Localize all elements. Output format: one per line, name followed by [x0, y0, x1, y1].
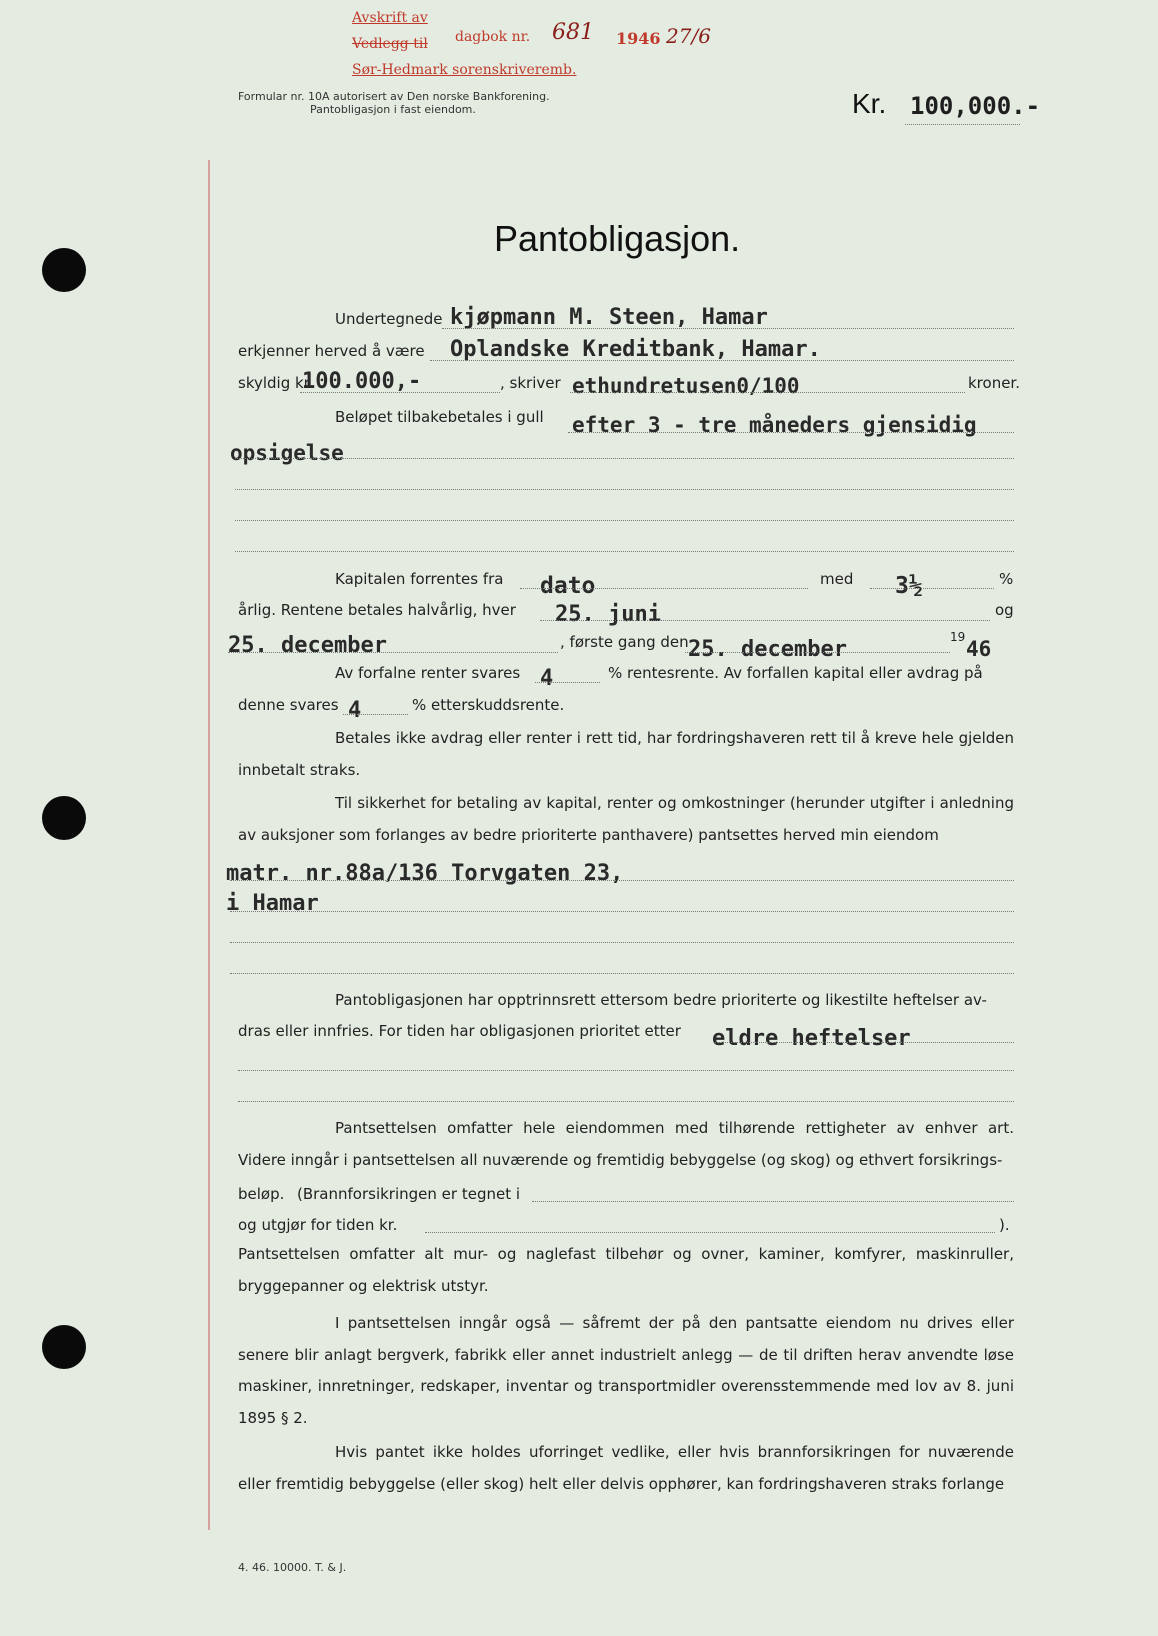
erkjenner-value: Oplandske Kreditbank, Hamar.	[450, 337, 821, 362]
punch-hole-top	[42, 248, 86, 292]
stamp-line2: Vedlegg til	[352, 36, 428, 52]
sikkerhet-paragraph: Til sikkerhet for betaling av kapital, renter og omkostninger (herunder utgifter i anledning av auksjoner som forlanges av bedre prioriterte panthavere) pantsettes herved min eiendom	[238, 794, 1014, 844]
rate-value: 3½	[895, 573, 923, 599]
arlig-label: årlig. Rentene betales halvårlig, hver	[238, 601, 516, 619]
form-identifier: Formular nr. 10A autorisert av Den norske Bankforening.	[238, 90, 550, 103]
dagbok-label: dagbok nr.	[455, 29, 531, 45]
amount-label: Kr.	[852, 88, 887, 119]
forfalne-value: 4	[540, 666, 554, 691]
belopet-value-2: opsigelse	[230, 441, 344, 465]
kapitalen-label: Kapitalen forrentes fra	[335, 570, 504, 588]
dagbok-year: 1946	[616, 29, 661, 48]
document-title: Pantobligasjon.	[494, 218, 741, 259]
belopet-value-1: efter 3 - tre måneders gjensidig	[572, 413, 977, 437]
printer-footer: 4. 46. 10000. T. & J.	[238, 1561, 347, 1574]
forste-value: 25. december	[688, 637, 847, 662]
denne-label: denne svares	[238, 696, 339, 714]
og-label: og	[995, 601, 1014, 619]
belop-label: beløp.	[238, 1185, 285, 1203]
etterskudd-label: % etterskuddsrente.	[412, 696, 565, 714]
dagbok-date: 27/6	[666, 24, 711, 48]
opptrinn-line-1: Pantobligasjonen har opptrinnsrett ettersom bedre prioriterte og likestilte heftelser av-	[335, 991, 987, 1009]
punch-hole-bottom	[42, 1325, 86, 1369]
forste-label: , første gang den	[560, 633, 689, 651]
eiendom-value-1: matr. nr.88a/136 Torvgaten 23,	[226, 861, 624, 886]
denne-value: 4	[348, 698, 362, 723]
brann-tegnet-label: (Brannforsikringen er tegnet i	[297, 1185, 521, 1203]
form-subtitle: Pantobligasjon i fast eiendom.	[310, 103, 476, 116]
stamp-line1: Avskrift av	[352, 10, 428, 26]
undertegnede-value: kjøpmann M. Steen, Hamar	[450, 305, 768, 330]
industri-paragraph: I pantsettelsen inngår også — såfremt der på den pantsatte eiendom nu drives eller senere blir anlagt bergverk, fabrikk eller annet industrielt anlegg — de til driften herav anvendte løse maskiner, innretninger, redskaper, inventar og transportmidler overensstemmende med lov av 8. juni 1895 § 2.	[238, 1314, 1014, 1427]
eiendom-value-2: i Hamar	[226, 891, 319, 916]
pantsettelsen-tilbehor-paragraph: Pantsettelsen omfatter alt mur- og naglefast tilbehør og ovner, kaminer, komfyrer, maskinruller, bryggepanner og elektrisk utstyr.	[238, 1245, 1014, 1295]
skyldig-value: 100.000,-	[302, 369, 422, 394]
belopet-label: Beløpet tilbakebetales i gull	[335, 408, 544, 426]
skriver-value: ethundretusen0/100	[572, 374, 800, 398]
kroner-label: kroner.	[968, 374, 1020, 392]
utgjor-label: og utgjør for tiden kr.	[238, 1216, 398, 1234]
rentesrente-label: % rentesrente. Av forfallen kapital eller avdrag på	[608, 664, 983, 682]
skyldig-label: skyldig kr.	[238, 374, 314, 392]
dagbok-number: 681	[552, 20, 594, 45]
rate-percent: %	[999, 570, 1014, 588]
med-label: med	[820, 570, 854, 588]
arlig-value: 25. juni	[555, 602, 661, 627]
forfalne-label: Av forfalne renter svares	[335, 664, 521, 682]
betales-paragraph: Betales ikke avdrag eller renter i rett tid, har fordringshaveren rett til å kreve hele gjelden innbetalt straks.	[238, 729, 1014, 779]
hvis-paragraph: Hvis pantet ikke holdes uforringet vedlike, eller hvis brannforsikringen for nuværende eller fremtidig bebyggelse (eller skog) helt eller delvis opphører, kan fordringshaveren straks forlange	[238, 1443, 1014, 1493]
margin-rule	[208, 160, 210, 1530]
pantsettelsen-paragraph: Pantsettelsen omfatter hele eiendommen med tilhørende rettigheter av enhver art. Videre inngår i pantsettelsen all nuværende og fremtidig bebyggelse (og skog) og ethvert forsikrings-	[238, 1119, 1014, 1169]
punch-hole-middle	[42, 796, 86, 840]
year-value: 46	[966, 637, 992, 661]
close-paren: ).	[999, 1216, 1010, 1234]
stamp-line3: Sør-Hedmark sorenskriveremb.	[352, 62, 577, 78]
kapitalen-value: dato	[540, 573, 596, 599]
december-value: 25. december	[228, 633, 387, 658]
prioritet-value: eldre heftelser	[712, 1026, 911, 1051]
skriver-label: , skriver	[500, 374, 561, 392]
erkjenner-label: erkjenner herved å være	[238, 342, 425, 360]
opptrinn-line-2: dras eller innfries. For tiden har obligasjonen prioritet etter	[238, 1022, 681, 1040]
year-prefix: 19	[950, 630, 966, 644]
undertegnede-label: Undertegnede	[335, 310, 443, 328]
amount-value: 100,000.-	[910, 92, 1041, 120]
